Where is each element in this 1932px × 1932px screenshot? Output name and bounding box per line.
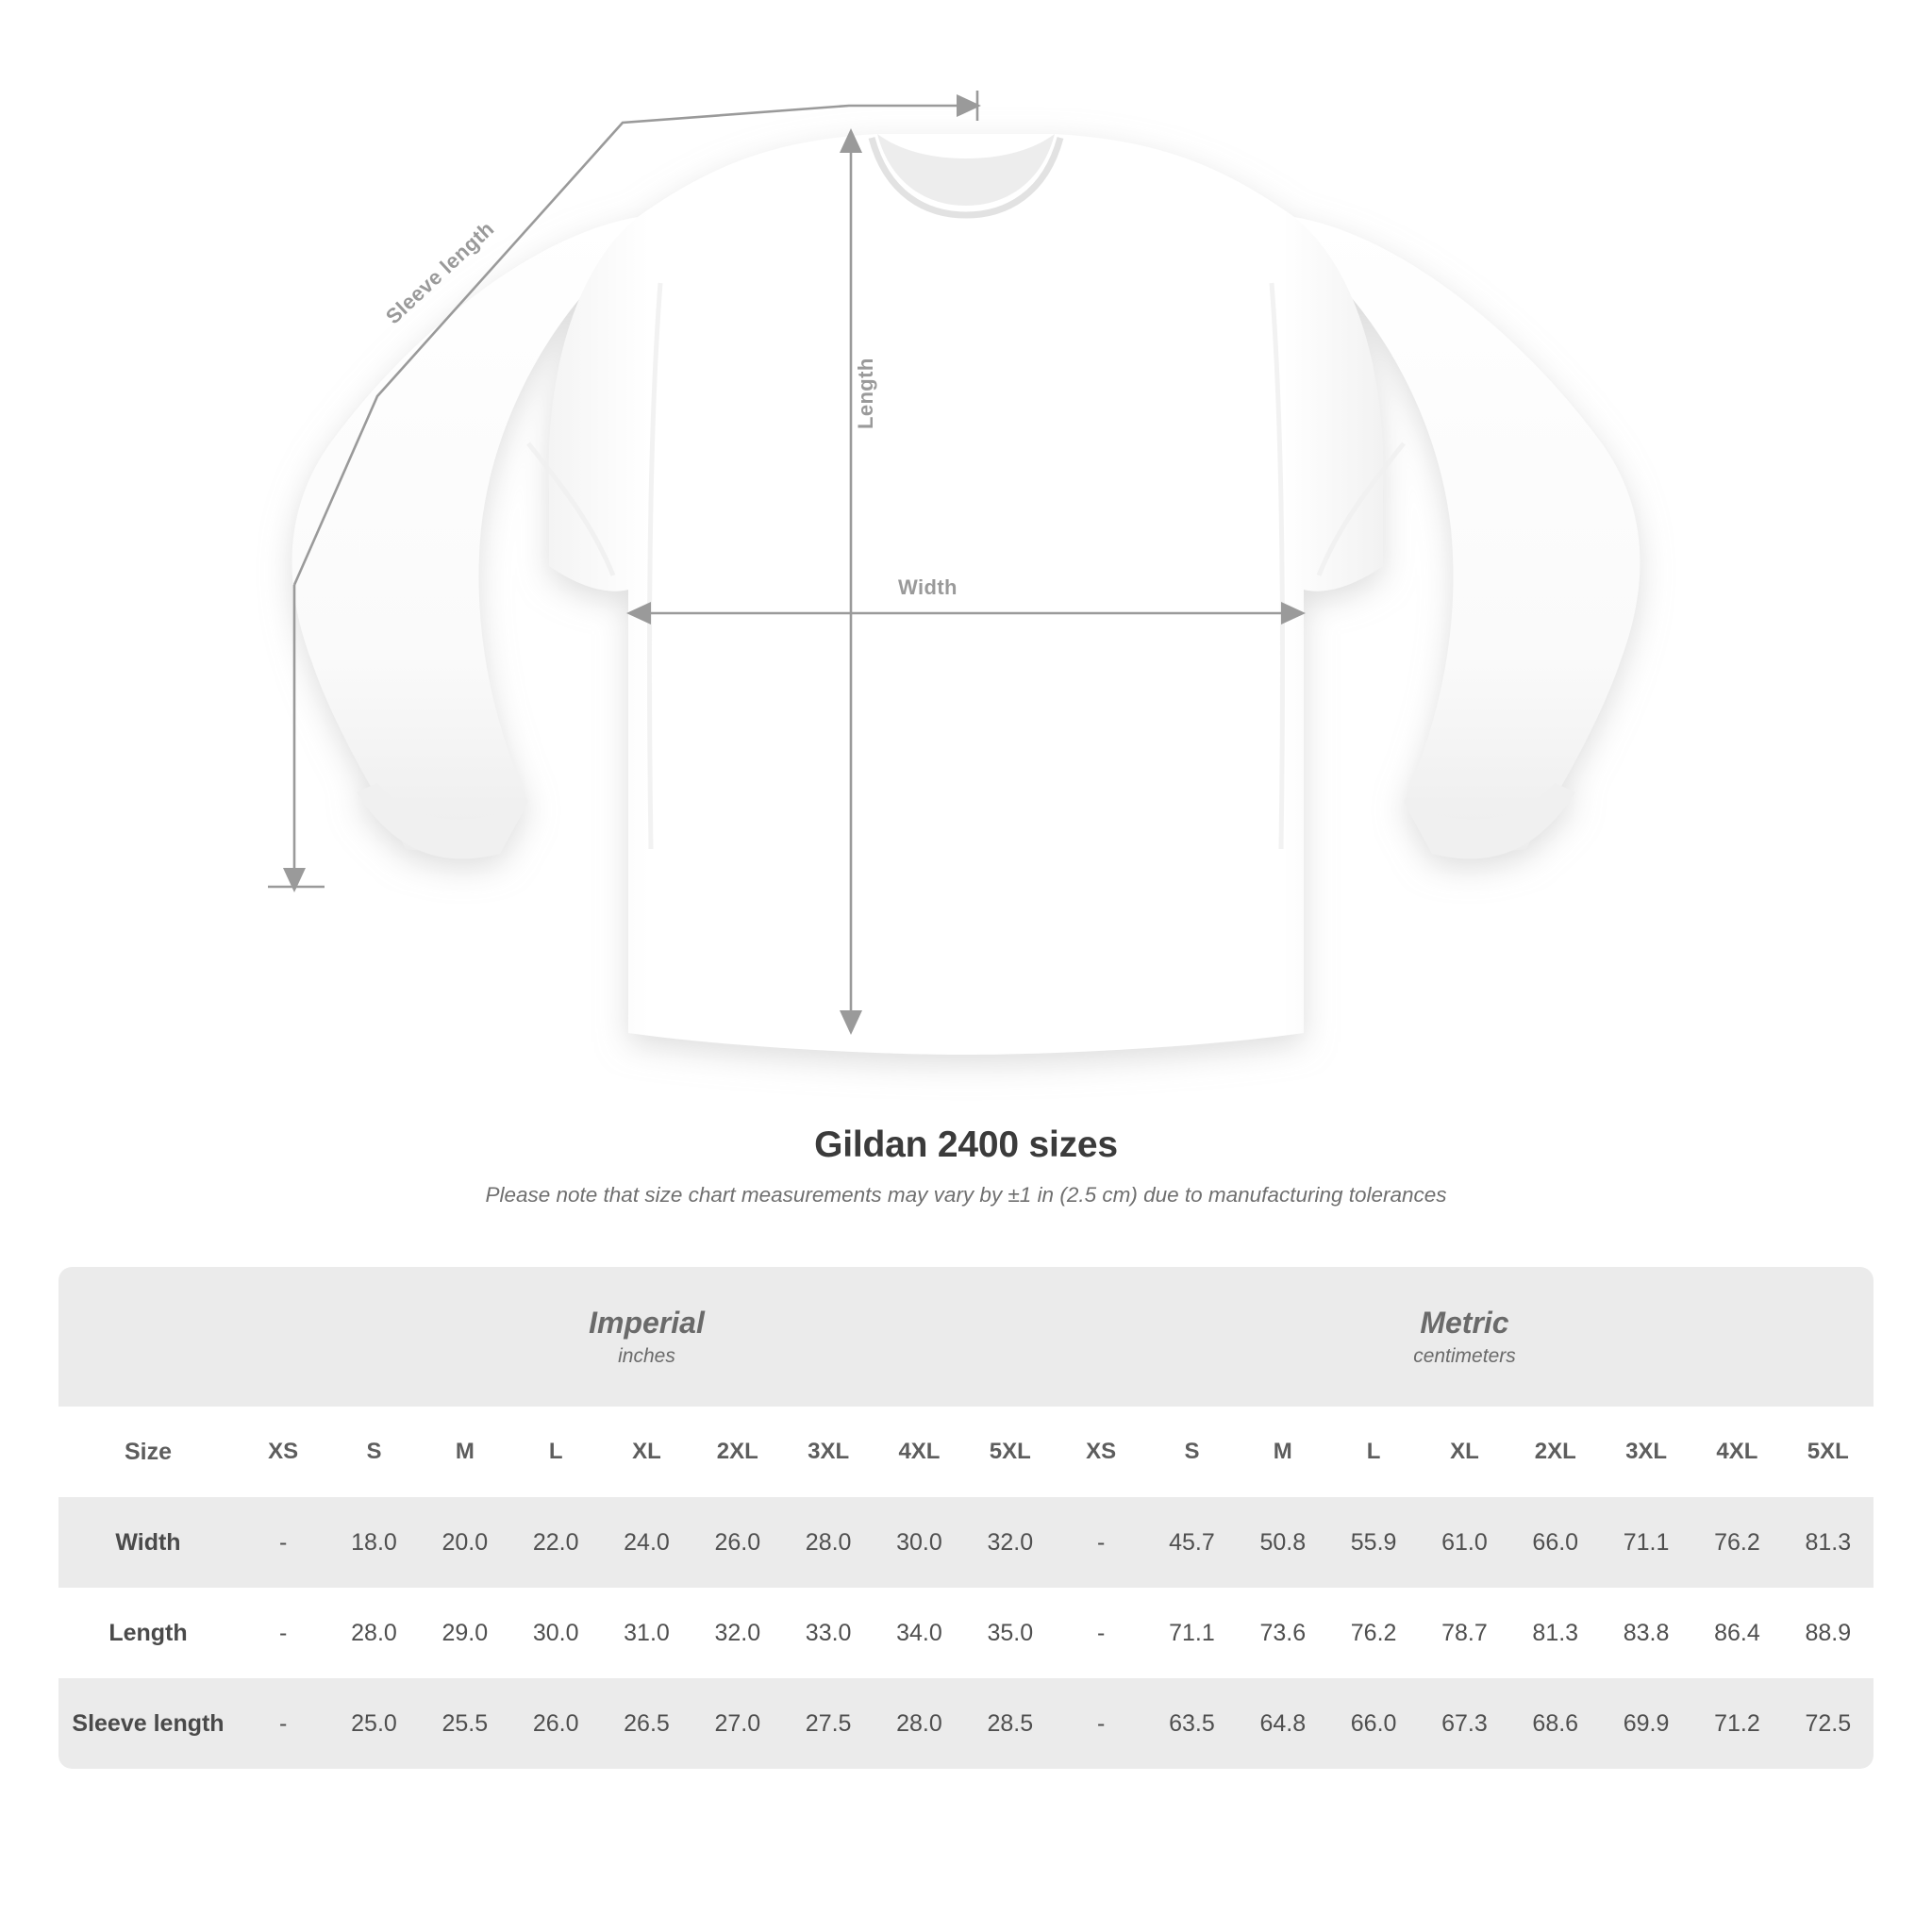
cell-length-metric-m: 73.6 [1238, 1588, 1328, 1678]
cell-width-imperial-s: 18.0 [328, 1497, 419, 1588]
size-header-imperial-xs: XS [268, 1439, 299, 1464]
unit-header-metric [1056, 1267, 1874, 1407]
cell-sleeve-metric-s: 63.5 [1146, 1678, 1237, 1769]
cell-width-imperial-2xl: 26.0 [692, 1497, 783, 1588]
size-header-metric-4xl: 4XL [1716, 1439, 1758, 1464]
cell-sleeve-metric-xs: - [1056, 1678, 1146, 1769]
size-header-metric-l: L [1366, 1439, 1381, 1464]
cell-sleeve-metric-m: 64.8 [1238, 1678, 1328, 1769]
size-header-metric-5xl: 5XL [1807, 1439, 1849, 1464]
cell-length-metric-5xl: 88.9 [1783, 1588, 1874, 1678]
size-header-metric-m: M [1273, 1439, 1292, 1464]
unit-header-corner [58, 1267, 238, 1407]
sleeve-length-dimension-label: Sleeve length [381, 216, 499, 329]
cell-length-metric-xs: - [1056, 1588, 1146, 1678]
cell-length-imperial-s: 28.0 [328, 1588, 419, 1678]
size-header-imperial-5xl: 5XL [989, 1439, 1031, 1464]
title-block [0, 1124, 1932, 1208]
cell-width-metric-m: 50.8 [1238, 1497, 1328, 1588]
cell-width-imperial-xs: - [238, 1497, 328, 1588]
cell-sleeve-imperial-l: 26.0 [510, 1678, 601, 1769]
cell-width-imperial-m: 20.0 [420, 1497, 510, 1588]
table-row [58, 1497, 1874, 1588]
width-dimension-label: Width [898, 575, 958, 599]
cell-sleeve-imperial-2xl: 27.0 [692, 1678, 783, 1769]
cell-width-metric-s: 45.7 [1146, 1497, 1237, 1588]
size-chart-table [58, 1267, 1874, 1769]
cell-width-metric-4xl: 76.2 [1691, 1497, 1782, 1588]
cell-length-imperial-4xl: 34.0 [874, 1588, 964, 1678]
cell-length-imperial-xl: 31.0 [601, 1588, 691, 1678]
cell-sleeve-imperial-xs: - [238, 1678, 328, 1769]
cell-sleeve-imperial-m: 25.5 [420, 1678, 510, 1769]
cell-length-imperial-2xl: 32.0 [692, 1588, 783, 1678]
cell-sleeve-imperial-xl: 26.5 [601, 1678, 691, 1769]
cell-width-metric-xl: 61.0 [1419, 1497, 1509, 1588]
cell-sleeve-imperial-3xl: 27.5 [783, 1678, 874, 1769]
unit-sub-imperial: inches [618, 1345, 675, 1368]
cell-length-metric-s: 71.1 [1146, 1588, 1237, 1678]
cell-sleeve-imperial-5xl: 28.5 [965, 1678, 1056, 1769]
unit-header-imperial [238, 1267, 1056, 1407]
cell-sleeve-metric-4xl: 71.2 [1691, 1678, 1782, 1769]
cell-length-imperial-xs: - [238, 1588, 328, 1678]
cell-width-imperial-4xl: 30.0 [874, 1497, 964, 1588]
cell-sleeve-metric-5xl: 72.5 [1783, 1678, 1874, 1769]
cell-length-metric-2xl: 81.3 [1510, 1588, 1601, 1678]
cell-length-metric-l: 76.2 [1328, 1588, 1419, 1678]
cell-width-imperial-5xl: 32.0 [965, 1497, 1056, 1588]
cell-length-imperial-3xl: 33.0 [783, 1588, 874, 1678]
unit-header-row [58, 1267, 1874, 1407]
size-header-imperial-l: L [548, 1439, 563, 1464]
cell-width-imperial-l: 22.0 [510, 1497, 601, 1588]
page-title: Gildan 2400 sizes [814, 1124, 1118, 1165]
cell-sleeve-metric-3xl: 69.9 [1601, 1678, 1691, 1769]
unit-sub-metric: centimeters [1413, 1345, 1516, 1368]
size-header-metric-3xl: 3XL [1625, 1439, 1668, 1464]
cell-length-imperial-m: 29.0 [420, 1588, 510, 1678]
unit-name-metric: Metric [1420, 1305, 1509, 1340]
cell-sleeve-imperial-s: 25.0 [328, 1678, 419, 1769]
row-label-sleeve-length: Sleeve length [58, 1678, 238, 1769]
size-header-imperial-m: M [455, 1439, 475, 1464]
cell-length-metric-3xl: 83.8 [1601, 1588, 1691, 1678]
size-table-container [58, 1267, 1874, 1769]
size-header-metric-xl: XL [1450, 1439, 1479, 1464]
row-label-length: Length [58, 1588, 238, 1678]
size-header-imperial-4xl: 4XL [898, 1439, 941, 1464]
table-row [58, 1678, 1874, 1769]
cell-width-metric-xs: - [1056, 1497, 1146, 1588]
row-label-width: Width [58, 1497, 238, 1588]
cell-length-metric-4xl: 86.4 [1691, 1588, 1782, 1678]
unit-name-imperial: Imperial [589, 1305, 705, 1340]
cell-sleeve-metric-2xl: 68.6 [1510, 1678, 1601, 1769]
cell-width-imperial-3xl: 28.0 [783, 1497, 874, 1588]
cell-sleeve-metric-xl: 67.3 [1419, 1678, 1509, 1769]
length-dimension-label: Length [854, 358, 877, 429]
size-header-imperial-3xl: 3XL [808, 1439, 850, 1464]
tolerance-note: Please note that size chart measurements may vary by ±1 in (2.5 cm) due to manufacturing tolerances [485, 1183, 1447, 1207]
cell-length-imperial-l: 30.0 [510, 1588, 601, 1678]
size-header-imperial-2xl: 2XL [716, 1439, 758, 1464]
cell-width-metric-5xl: 81.3 [1783, 1497, 1874, 1588]
size-header-imperial-xl: XL [632, 1439, 661, 1464]
cell-width-metric-3xl: 71.1 [1601, 1497, 1691, 1588]
cell-length-imperial-5xl: 35.0 [965, 1588, 1056, 1678]
size-header-row [58, 1407, 1874, 1497]
cell-width-imperial-xl: 24.0 [601, 1497, 691, 1588]
table-row [58, 1588, 1874, 1678]
cell-sleeve-metric-l: 66.0 [1328, 1678, 1419, 1769]
size-header-imperial-s: S [366, 1439, 382, 1464]
size-header-metric-s: S [1184, 1439, 1200, 1464]
cell-length-metric-xl: 78.7 [1419, 1588, 1509, 1678]
cell-width-metric-2xl: 66.0 [1510, 1497, 1601, 1588]
size-header-label: Size [124, 1438, 173, 1465]
cell-sleeve-imperial-4xl: 28.0 [874, 1678, 964, 1769]
size-header-metric-xs: XS [1086, 1439, 1117, 1464]
size-header-metric-2xl: 2XL [1534, 1439, 1576, 1464]
cell-width-metric-l: 55.9 [1328, 1497, 1419, 1588]
